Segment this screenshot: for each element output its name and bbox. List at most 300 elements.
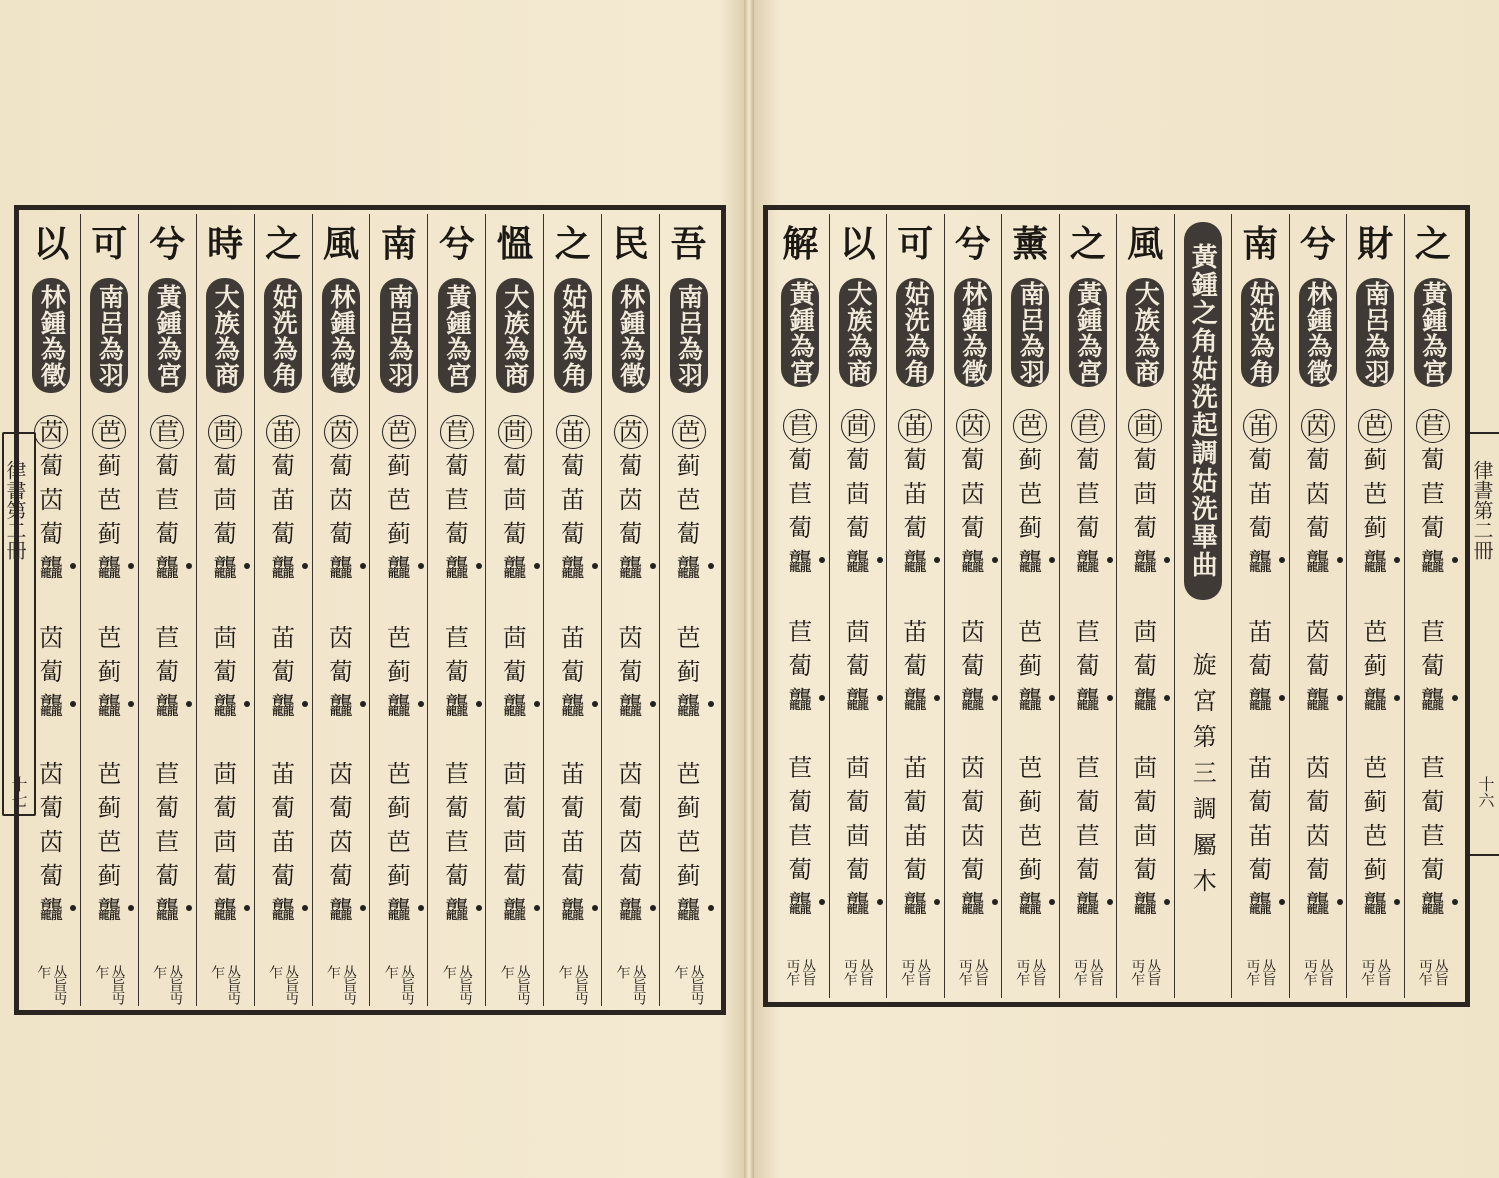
notation-block xyxy=(1363,751,1387,921)
notation-block xyxy=(1248,615,1272,717)
notation-block xyxy=(846,615,870,717)
phrase-dot xyxy=(877,557,883,563)
notation-glyph: 龘 xyxy=(846,545,870,579)
notation-glyph: 芭 xyxy=(1363,618,1388,647)
notation-glyph: 苬 xyxy=(618,624,643,653)
notation-glyph: 龘 xyxy=(619,551,643,585)
mode-label: 旋宮第三調屬木 xyxy=(1188,652,1217,904)
notation-glyph: 蔔 xyxy=(213,862,238,891)
notation-glyph: 蔔 xyxy=(329,658,353,687)
notation-glyph: 芭 xyxy=(97,624,122,653)
notation-glyph: 龘 xyxy=(1306,683,1330,717)
notation-glyph: 蔔 xyxy=(1075,446,1100,475)
phrase-dot xyxy=(592,905,598,911)
mode-tag: 姑洗為角 xyxy=(264,278,302,393)
phrase-dot xyxy=(934,557,940,563)
notation-glyph: 茴 xyxy=(503,415,527,449)
instrument-mark: 丛旨丏乍 xyxy=(1301,959,1334,986)
score-column xyxy=(485,214,543,1006)
notation-glyph: 龘 xyxy=(329,893,353,927)
notation-glyph: 蔔 xyxy=(1248,446,1273,475)
notation-block xyxy=(619,415,643,585)
notation-block xyxy=(271,757,295,927)
notation-glyph: 蔔 xyxy=(329,452,353,481)
notation-glyph: 龘 xyxy=(271,689,295,723)
notation-glyph: 苬 xyxy=(329,624,353,653)
notation-glyph: 苣 xyxy=(788,480,813,509)
notation-block xyxy=(387,621,411,723)
notation-glyph: 蔔 xyxy=(560,658,585,687)
notation-glyph: 芭 xyxy=(1018,480,1043,509)
notation-glyph: 蔔 xyxy=(39,862,64,891)
notation-block xyxy=(961,751,985,921)
notation-glyph: 蔔 xyxy=(271,520,296,549)
phrase-dot xyxy=(708,701,714,707)
notation-glyph: 蔔 xyxy=(903,446,928,475)
notation-glyph: 龘 xyxy=(213,551,237,585)
phrase-dot xyxy=(360,563,366,569)
notation-glyph: 龘 xyxy=(1363,545,1387,579)
notation-glyph: 芭 xyxy=(676,828,701,857)
phrase-dot xyxy=(534,701,540,707)
notation-glyph: 蔔 xyxy=(1305,446,1330,475)
notation-glyph: 芭 xyxy=(386,486,411,515)
notation-glyph: 龘 xyxy=(1248,683,1272,717)
notation-glyph: 苬 xyxy=(329,760,353,789)
notation-glyph: 苬 xyxy=(960,618,985,647)
phrase-dot xyxy=(650,905,656,911)
notation-glyph: 芭 xyxy=(1363,754,1388,783)
notation-glyph: 苣 xyxy=(1075,822,1100,851)
notation-glyph: 龘 xyxy=(903,887,927,921)
notation-block xyxy=(155,415,179,585)
notation-glyph: 苬 xyxy=(1306,409,1330,443)
notation-glyph: 芭 xyxy=(1363,822,1388,851)
notation-glyph: 苬 xyxy=(329,828,353,857)
phrase-dot xyxy=(1107,557,1113,563)
notation-glyph: 蔔 xyxy=(271,794,296,823)
notation-glyph: 苬 xyxy=(1305,618,1330,647)
notation-glyph: 龘 xyxy=(903,683,927,717)
instrument-mark: 丛旨丏乍 xyxy=(672,965,705,1005)
notation-glyph: 蔔 xyxy=(155,794,180,823)
notation-glyph: 蔔 xyxy=(903,788,928,817)
notation-glyph: 苖 xyxy=(560,486,585,515)
notation-glyph: 苖 xyxy=(271,760,296,789)
notation-glyph: 蔔 xyxy=(1075,514,1100,543)
notation-glyph: 苣 xyxy=(445,415,469,449)
notation-glyph: 龘 xyxy=(97,893,121,927)
notation-block xyxy=(1306,409,1330,579)
notation-glyph: 蔔 xyxy=(1133,514,1158,543)
notation-glyph: 龘 xyxy=(1421,887,1445,921)
notation-glyph: 蔔 xyxy=(39,452,64,481)
notation-glyph: 芭 xyxy=(97,486,122,515)
notation-glyph: 苣 xyxy=(444,760,469,789)
notation-glyph: 蔔 xyxy=(903,514,928,543)
notation-glyph: 蓟 xyxy=(386,520,411,549)
notation-glyph: 茴 xyxy=(1133,822,1158,851)
notation-glyph: 蓟 xyxy=(97,520,122,549)
phrase-dot xyxy=(934,695,940,701)
lyric-character: 慍 xyxy=(496,223,533,265)
instrument-mark: 丛旨丏乍 xyxy=(325,965,357,1005)
notation-glyph: 龘 xyxy=(445,689,469,723)
score-column xyxy=(1289,214,1347,998)
instrument-mark: 丛旨丏乍 xyxy=(784,959,817,986)
notation-block xyxy=(271,415,295,585)
notation-glyph: 蓟 xyxy=(97,862,122,891)
notation-block xyxy=(155,757,179,927)
lyric-character: 解 xyxy=(782,223,819,265)
phrase-dot xyxy=(360,905,366,911)
notation-glyph: 蔔 xyxy=(845,856,870,885)
instrument-mark: 丛旨丏乍 xyxy=(841,959,874,986)
notation-glyph: 蔔 xyxy=(1420,788,1445,817)
notation-glyph: 蓟 xyxy=(1018,788,1043,817)
score-column xyxy=(944,214,1002,998)
notation-glyph: 茴 xyxy=(1133,754,1158,783)
notation-glyph: 龘 xyxy=(788,683,812,717)
phrase-dot xyxy=(992,695,998,701)
notation-glyph: 芭 xyxy=(1018,754,1043,783)
notation-block xyxy=(503,621,527,723)
tune-heading: 黃鍾之角姑洗起調姑洗畢曲 xyxy=(1184,222,1222,600)
notation-glyph: 龘 xyxy=(97,551,121,585)
notation-glyph: 蓟 xyxy=(386,658,411,687)
notation-glyph: 苬 xyxy=(618,828,643,857)
notation-glyph: 蔔 xyxy=(845,514,870,543)
notation-glyph: 龘 xyxy=(1248,887,1272,921)
mode-tag: 南呂為羽 xyxy=(380,278,418,393)
mode-tag: 黃鍾為宮 xyxy=(1414,278,1452,387)
notation-glyph: 苣 xyxy=(155,624,180,653)
notation-block xyxy=(788,615,812,717)
notation-glyph: 龘 xyxy=(561,689,585,723)
notation-glyph: 苣 xyxy=(1420,618,1445,647)
notation-glyph: 龘 xyxy=(561,551,585,585)
notation-block xyxy=(213,415,237,585)
notation-glyph: 茴 xyxy=(502,486,527,515)
notation-glyph: 蔔 xyxy=(1305,856,1330,885)
notation-glyph: 龘 xyxy=(213,689,237,723)
notation-glyph: 蔔 xyxy=(618,520,643,549)
notation-glyph: 蓟 xyxy=(1363,652,1388,681)
phrase-dot xyxy=(70,563,76,569)
notation-glyph: 苣 xyxy=(1075,480,1100,509)
notation-glyph: 蔔 xyxy=(618,658,643,687)
notation-glyph: 龘 xyxy=(1133,887,1157,921)
phrase-dot xyxy=(186,905,192,911)
notation-glyph: 茴 xyxy=(1133,480,1158,509)
instrument-mark: 丛旨丏乍 xyxy=(267,965,300,1005)
instrument-mark: 丛旨丏乍 xyxy=(1071,959,1104,986)
notation-glyph: 苬 xyxy=(39,486,64,515)
notation-glyph: 苣 xyxy=(155,415,179,449)
lyric-character: 以 xyxy=(33,223,70,265)
instrument-mark: 丛旨丏乍 xyxy=(93,965,126,1005)
phrase-dot xyxy=(302,701,308,707)
notation-glyph: 蓟 xyxy=(97,452,122,481)
score-column xyxy=(196,214,254,1006)
phrase-dot xyxy=(1452,695,1458,701)
notation-glyph: 芭 xyxy=(1018,409,1042,443)
notation-block xyxy=(271,621,295,723)
phrase-dot xyxy=(244,563,250,569)
notation-glyph: 苣 xyxy=(1075,754,1100,783)
notation-glyph: 蔔 xyxy=(960,446,985,475)
notation-glyph: 蔔 xyxy=(329,520,353,549)
phrase-dot xyxy=(1394,695,1400,701)
notation-glyph: 龘 xyxy=(961,545,985,579)
notation-glyph: 蔔 xyxy=(1133,446,1158,475)
phrase-dot xyxy=(1279,899,1285,905)
notation-block xyxy=(1421,409,1445,579)
notation-glyph: 芭 xyxy=(97,828,122,857)
mode-tag: 林鍾為徵 xyxy=(1299,278,1337,387)
notation-glyph: 芭 xyxy=(676,486,701,515)
notation-block xyxy=(329,415,353,585)
notation-glyph: 蔔 xyxy=(788,652,813,681)
notation-glyph: 蔔 xyxy=(560,452,585,481)
phrase-dot xyxy=(534,563,540,569)
notation-glyph: 蔔 xyxy=(960,652,985,681)
notation-glyph: 龘 xyxy=(329,551,353,585)
notation-glyph: 蓟 xyxy=(1018,856,1043,885)
notation-glyph: 芭 xyxy=(1018,618,1043,647)
notation-block xyxy=(788,751,812,921)
notation-glyph: 芭 xyxy=(677,415,701,449)
notation-glyph: 蓟 xyxy=(1363,856,1388,885)
phrase-dot xyxy=(819,695,825,701)
phrase-dot xyxy=(186,563,192,569)
notation-block xyxy=(561,621,585,723)
notation-block xyxy=(1133,615,1157,717)
notation-glyph: 苬 xyxy=(961,409,985,443)
notation-glyph: 苣 xyxy=(1076,409,1100,443)
notation-glyph: 苖 xyxy=(271,828,296,857)
notation-glyph: 龘 xyxy=(503,689,527,723)
notation-glyph: 苖 xyxy=(903,618,928,647)
notation-glyph: 龘 xyxy=(788,545,812,579)
phrase-dot xyxy=(418,905,424,911)
notation-glyph: 芭 xyxy=(386,760,411,789)
phrase-dot xyxy=(70,701,76,707)
notation-glyph: 蔔 xyxy=(1248,788,1273,817)
notation-glyph: 龘 xyxy=(387,689,411,723)
notation-block xyxy=(97,621,121,723)
notation-glyph: 龘 xyxy=(1306,887,1330,921)
notation-block xyxy=(1018,409,1042,579)
notation-block xyxy=(1133,751,1157,921)
notation-glyph: 蔔 xyxy=(1133,652,1158,681)
phrase-dot xyxy=(186,701,192,707)
phrase-dot xyxy=(934,899,940,905)
notation-block xyxy=(677,757,701,927)
notation-glyph: 龘 xyxy=(155,893,179,927)
notation-glyph: 龘 xyxy=(1076,683,1100,717)
notation-block xyxy=(329,757,353,927)
notation-glyph: 芭 xyxy=(676,624,701,653)
notation-glyph: 龘 xyxy=(1421,683,1445,717)
phrase-dot xyxy=(592,701,598,707)
score-column xyxy=(1346,214,1404,998)
notation-glyph: 蔔 xyxy=(845,446,870,475)
phrase-dot xyxy=(128,905,134,911)
notation-glyph: 蔔 xyxy=(788,856,813,885)
notation-glyph: 苬 xyxy=(329,415,353,449)
notation-glyph: 蔔 xyxy=(39,520,64,549)
phrase-dot xyxy=(592,563,598,569)
notation-glyph: 蓟 xyxy=(1363,446,1388,475)
phrase-dot xyxy=(70,905,76,911)
notation-glyph: 蔔 xyxy=(329,862,353,891)
notation-glyph: 芭 xyxy=(1363,409,1387,443)
notation-glyph: 苬 xyxy=(329,486,353,515)
notation-glyph: 蔔 xyxy=(444,452,469,481)
phrase-dot xyxy=(1337,557,1343,563)
notation-glyph: 茴 xyxy=(213,486,238,515)
notation-block xyxy=(213,757,237,927)
notation-glyph: 蓟 xyxy=(386,452,411,481)
notation-glyph: 龘 xyxy=(503,893,527,927)
score-column xyxy=(1231,214,1289,998)
mode-tag: 姑洗為角 xyxy=(1241,278,1279,387)
lyric-character: 吾 xyxy=(670,223,707,265)
notation-glyph: 苖 xyxy=(903,409,927,443)
mode-tag: 林鍾為徵 xyxy=(954,278,992,387)
notation-block xyxy=(561,757,585,927)
mode-tag: 南呂為羽 xyxy=(90,278,128,393)
notation-glyph: 苖 xyxy=(560,828,585,857)
notation-glyph: 苖 xyxy=(1248,409,1272,443)
notation-glyph: 蔔 xyxy=(155,520,180,549)
notation-glyph: 芭 xyxy=(1363,480,1388,509)
notation-glyph: 茴 xyxy=(845,822,870,851)
notation-block xyxy=(1363,409,1387,579)
notation-glyph: 蔔 xyxy=(618,452,643,481)
notation-glyph: 茴 xyxy=(502,624,527,653)
notation-glyph: 龘 xyxy=(39,893,63,927)
lyric-character: 兮 xyxy=(954,223,991,265)
notation-glyph: 龘 xyxy=(846,887,870,921)
notation-glyph: 龘 xyxy=(445,893,469,927)
score-column xyxy=(427,214,485,1006)
notation-block xyxy=(1076,615,1100,717)
phrase-dot xyxy=(992,899,998,905)
notation-glyph: 龘 xyxy=(213,893,237,927)
notation-glyph: 龘 xyxy=(619,689,643,723)
notation-glyph: 蔔 xyxy=(155,862,180,891)
mode-tag: 黃鍾為宮 xyxy=(148,278,186,393)
notation-block xyxy=(387,757,411,927)
notation-glyph: 蔔 xyxy=(271,452,296,481)
notation-glyph: 蔔 xyxy=(618,862,643,891)
notation-glyph: 茴 xyxy=(1133,618,1158,647)
notation-block xyxy=(1248,409,1272,579)
notation-glyph: 蓟 xyxy=(676,658,701,687)
lyric-character: 民 xyxy=(612,223,649,265)
notation-glyph: 蓟 xyxy=(386,862,411,891)
lyric-character: 風 xyxy=(323,223,360,265)
notation-glyph: 龘 xyxy=(903,545,927,579)
instrument-mark: 丛旨丏乍 xyxy=(498,965,531,1005)
lyric-character: 南 xyxy=(380,223,417,265)
notation-glyph: 苖 xyxy=(903,480,928,509)
notation-glyph: 蓟 xyxy=(1363,788,1388,817)
notation-glyph: 苬 xyxy=(960,754,985,783)
notation-glyph: 蔔 xyxy=(329,794,353,823)
phrase-dot xyxy=(418,563,424,569)
notation-glyph: 苬 xyxy=(39,828,64,857)
phrase-dot xyxy=(1394,899,1400,905)
notation-glyph: 芭 xyxy=(387,415,411,449)
mode-tag: 大族為商 xyxy=(1126,278,1164,387)
right-page-frame xyxy=(763,205,1470,1007)
phrase-dot xyxy=(1452,557,1458,563)
notation-glyph: 蔔 xyxy=(444,862,469,891)
notation-block xyxy=(1018,615,1042,717)
notation-glyph: 芭 xyxy=(1018,822,1043,851)
lyric-character: 風 xyxy=(1127,223,1164,265)
notation-glyph: 茴 xyxy=(846,409,870,443)
notation-glyph: 蔔 xyxy=(903,856,928,885)
mode-tag: 南呂為羽 xyxy=(1011,278,1049,387)
notation-block xyxy=(445,415,469,585)
score-column xyxy=(1116,214,1174,998)
phrase-dot xyxy=(476,563,482,569)
notation-glyph: 蔔 xyxy=(788,788,813,817)
phrase-dot xyxy=(708,563,714,569)
notation-glyph: 蔔 xyxy=(1075,652,1100,681)
phrase-dot xyxy=(708,905,714,911)
notation-glyph: 蓟 xyxy=(1018,446,1043,475)
notation-glyph: 蓟 xyxy=(676,452,701,481)
notation-glyph: 蓟 xyxy=(1363,514,1388,543)
mode-tag: 南呂為羽 xyxy=(1356,278,1394,387)
instrument-mark: 丛旨丏乍 xyxy=(209,965,242,1005)
phrase-dot xyxy=(877,899,883,905)
lyric-character: 之 xyxy=(1069,223,1106,265)
instrument-mark: 丛旨丏乍 xyxy=(1416,959,1449,986)
notation-glyph: 蔔 xyxy=(560,520,585,549)
notation-glyph: 龘 xyxy=(445,551,469,585)
notation-glyph: 蔔 xyxy=(676,520,701,549)
notation-glyph: 茴 xyxy=(845,618,870,647)
notation-block xyxy=(155,621,179,723)
notation-glyph: 茴 xyxy=(502,760,527,789)
mode-tag: 大族為商 xyxy=(206,278,244,393)
score-column xyxy=(312,214,370,1006)
phrase-dot xyxy=(1394,557,1400,563)
score-column xyxy=(886,214,944,998)
mode-tag: 大族為商 xyxy=(496,278,534,393)
notation-block xyxy=(387,415,411,585)
notation-glyph: 苖 xyxy=(271,486,296,515)
phrase-dot xyxy=(360,701,366,707)
notation-glyph: 蔔 xyxy=(1075,788,1100,817)
phrase-dot xyxy=(128,563,134,569)
mode-tag: 黃鍾為宮 xyxy=(1069,278,1107,387)
notation-glyph: 蔔 xyxy=(788,514,813,543)
mode-tag: 林鍾為徵 xyxy=(32,278,70,393)
notation-glyph: 蔔 xyxy=(960,514,985,543)
score-column xyxy=(543,214,601,1006)
notation-glyph: 苣 xyxy=(1420,754,1445,783)
mode-tag: 林鍾為徵 xyxy=(322,278,360,393)
notation-glyph: 龘 xyxy=(677,551,701,585)
instrument-mark: 丛旨丏乍 xyxy=(382,965,415,1005)
